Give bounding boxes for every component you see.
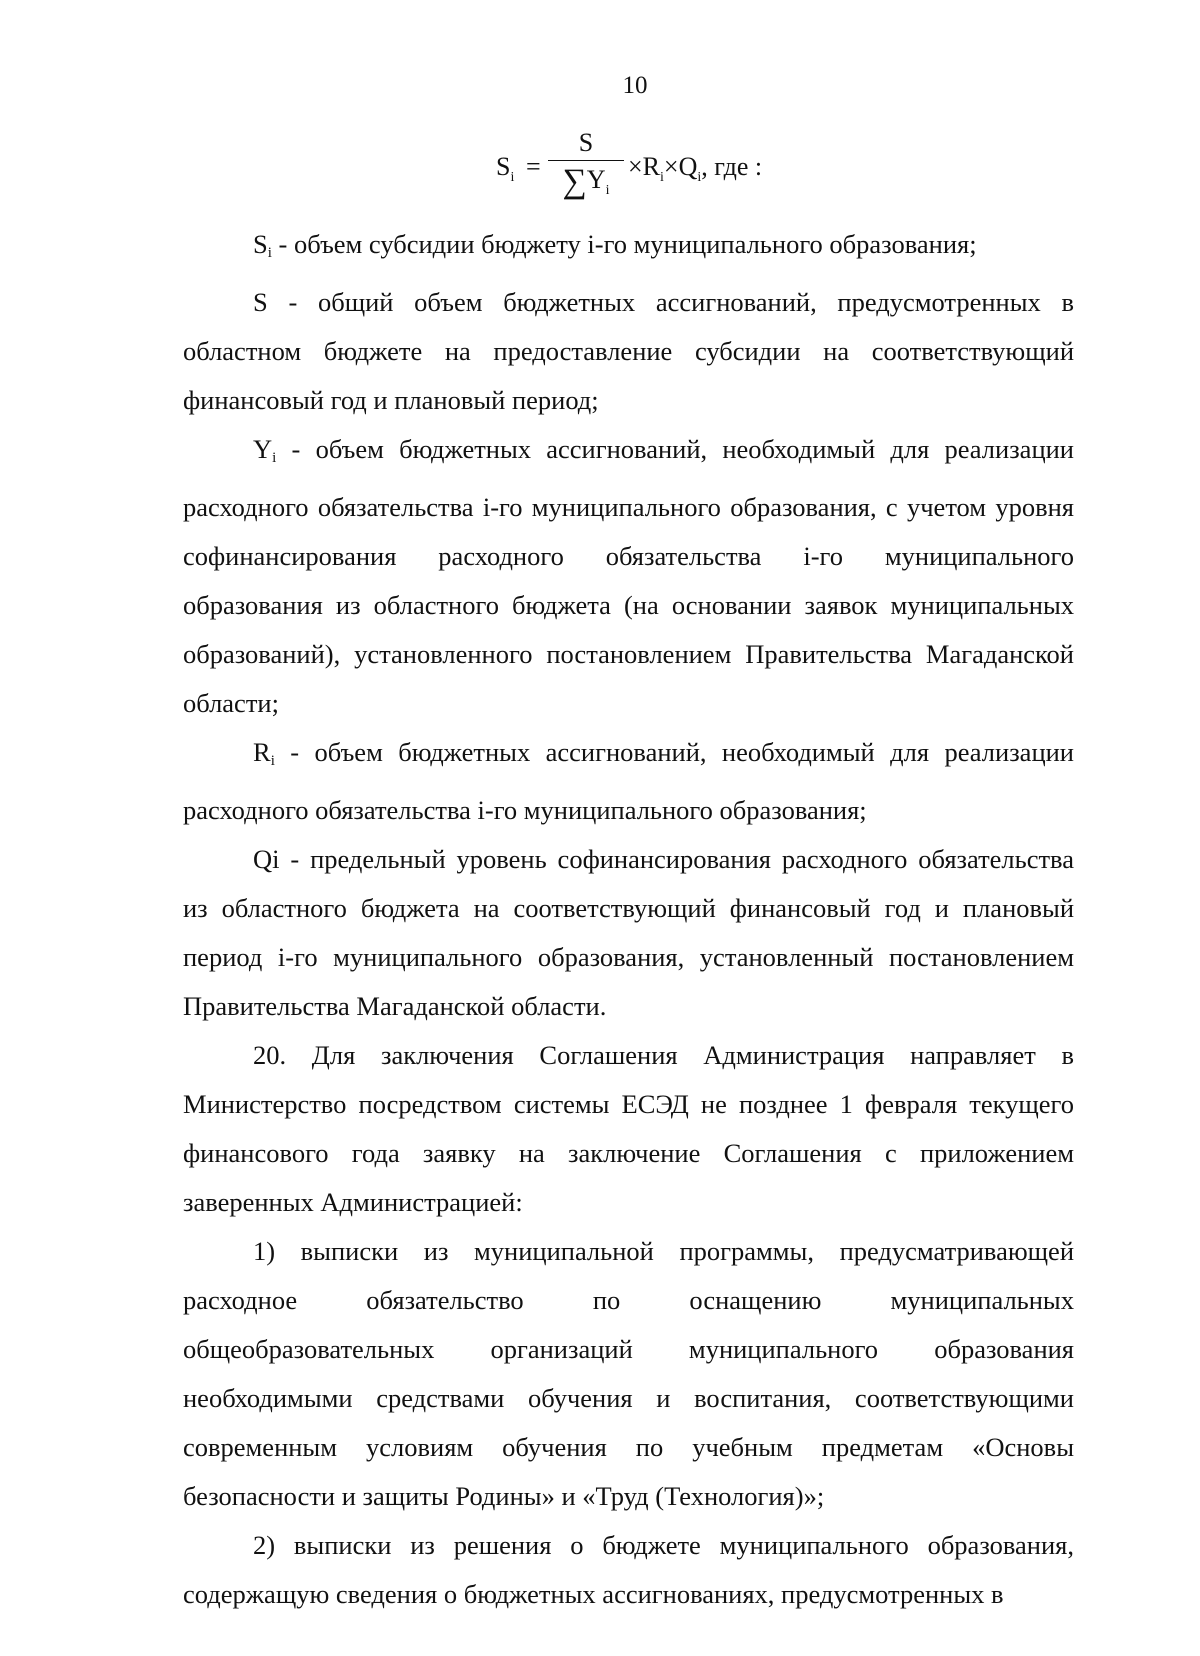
page-number: 10 [622,72,648,99]
definition-yi: $Y_i$ - объем бюджетных ассигнований, необходимый для реализации расходного обязательства i-го муниципального образования, с учетом уровня софинансирования расходного обязательства i-го муниципального образования из областного бюджета (на основании заявок муниципальных образований), установленного постановлением Правительства Магаданской области; [183,434,1074,718]
definition-s: S - общий объем бюджетных ассигнований, предусмотренных в областном бюджете на предоставление субсидии на соответствующий финансовый год и плановый период; [183,287,1074,415]
clause-20-item-1: 1) выписки из муниципальной программы, предусматривающей расходное обязательство по оснащению муниципальных общеобразовательных организаций муниципального образования необходимыми средствами обучения и воспитания, соответствующими современным условиям обучения по учебным предметам «Основы безопасности и защиты Родины» и «Труд (Технология)»; [183,1236,1074,1511]
fraction-bar [548,160,624,161]
definition-ri: $R_i$ - объем бюджетных ассигнований, необходимый для реализации расходного обязательства i-го муниципального образования; [183,737,1074,825]
formula-numerator: S [578,128,594,157]
formula-denominator: $\sum Y_i$ [562,163,610,200]
formula-equals: = [526,152,541,181]
formula-fraction [548,128,624,208]
clause-20-intro: 20. Для заключения Соглашения Администрация направляет в Министерство посредством системы ЕСЭД не позднее 1 февраля текущего финансового года заявку на заключение Соглашения с приложением заверенных Администрацией: [183,1040,1074,1217]
formula-rhs: $\times R_i\times Q_i$, где : [628,152,763,185]
definition-qi: Qi - предельный уровень софинансирования расходного обязательства из областного бюджета на соответствующий финансовый год и плановый период i-го муниципального образования, установленный постановлением Правительства Магаданской области. [183,844,1074,1021]
definition-si: $S_i$ - объем субсидии бюджету i-го муниципального образования; [253,229,977,261]
document-body [183,220,1074,1619]
formula-lhs: $S_i$ [496,152,515,185]
sigma-symbol: ∑ [562,163,587,200]
clause-20-item-2: 2) выписки из решения о бюджете муниципального образования, содержащую сведения о бюджетных ассигнованиях, предусмотренных в [183,1530,1074,1609]
